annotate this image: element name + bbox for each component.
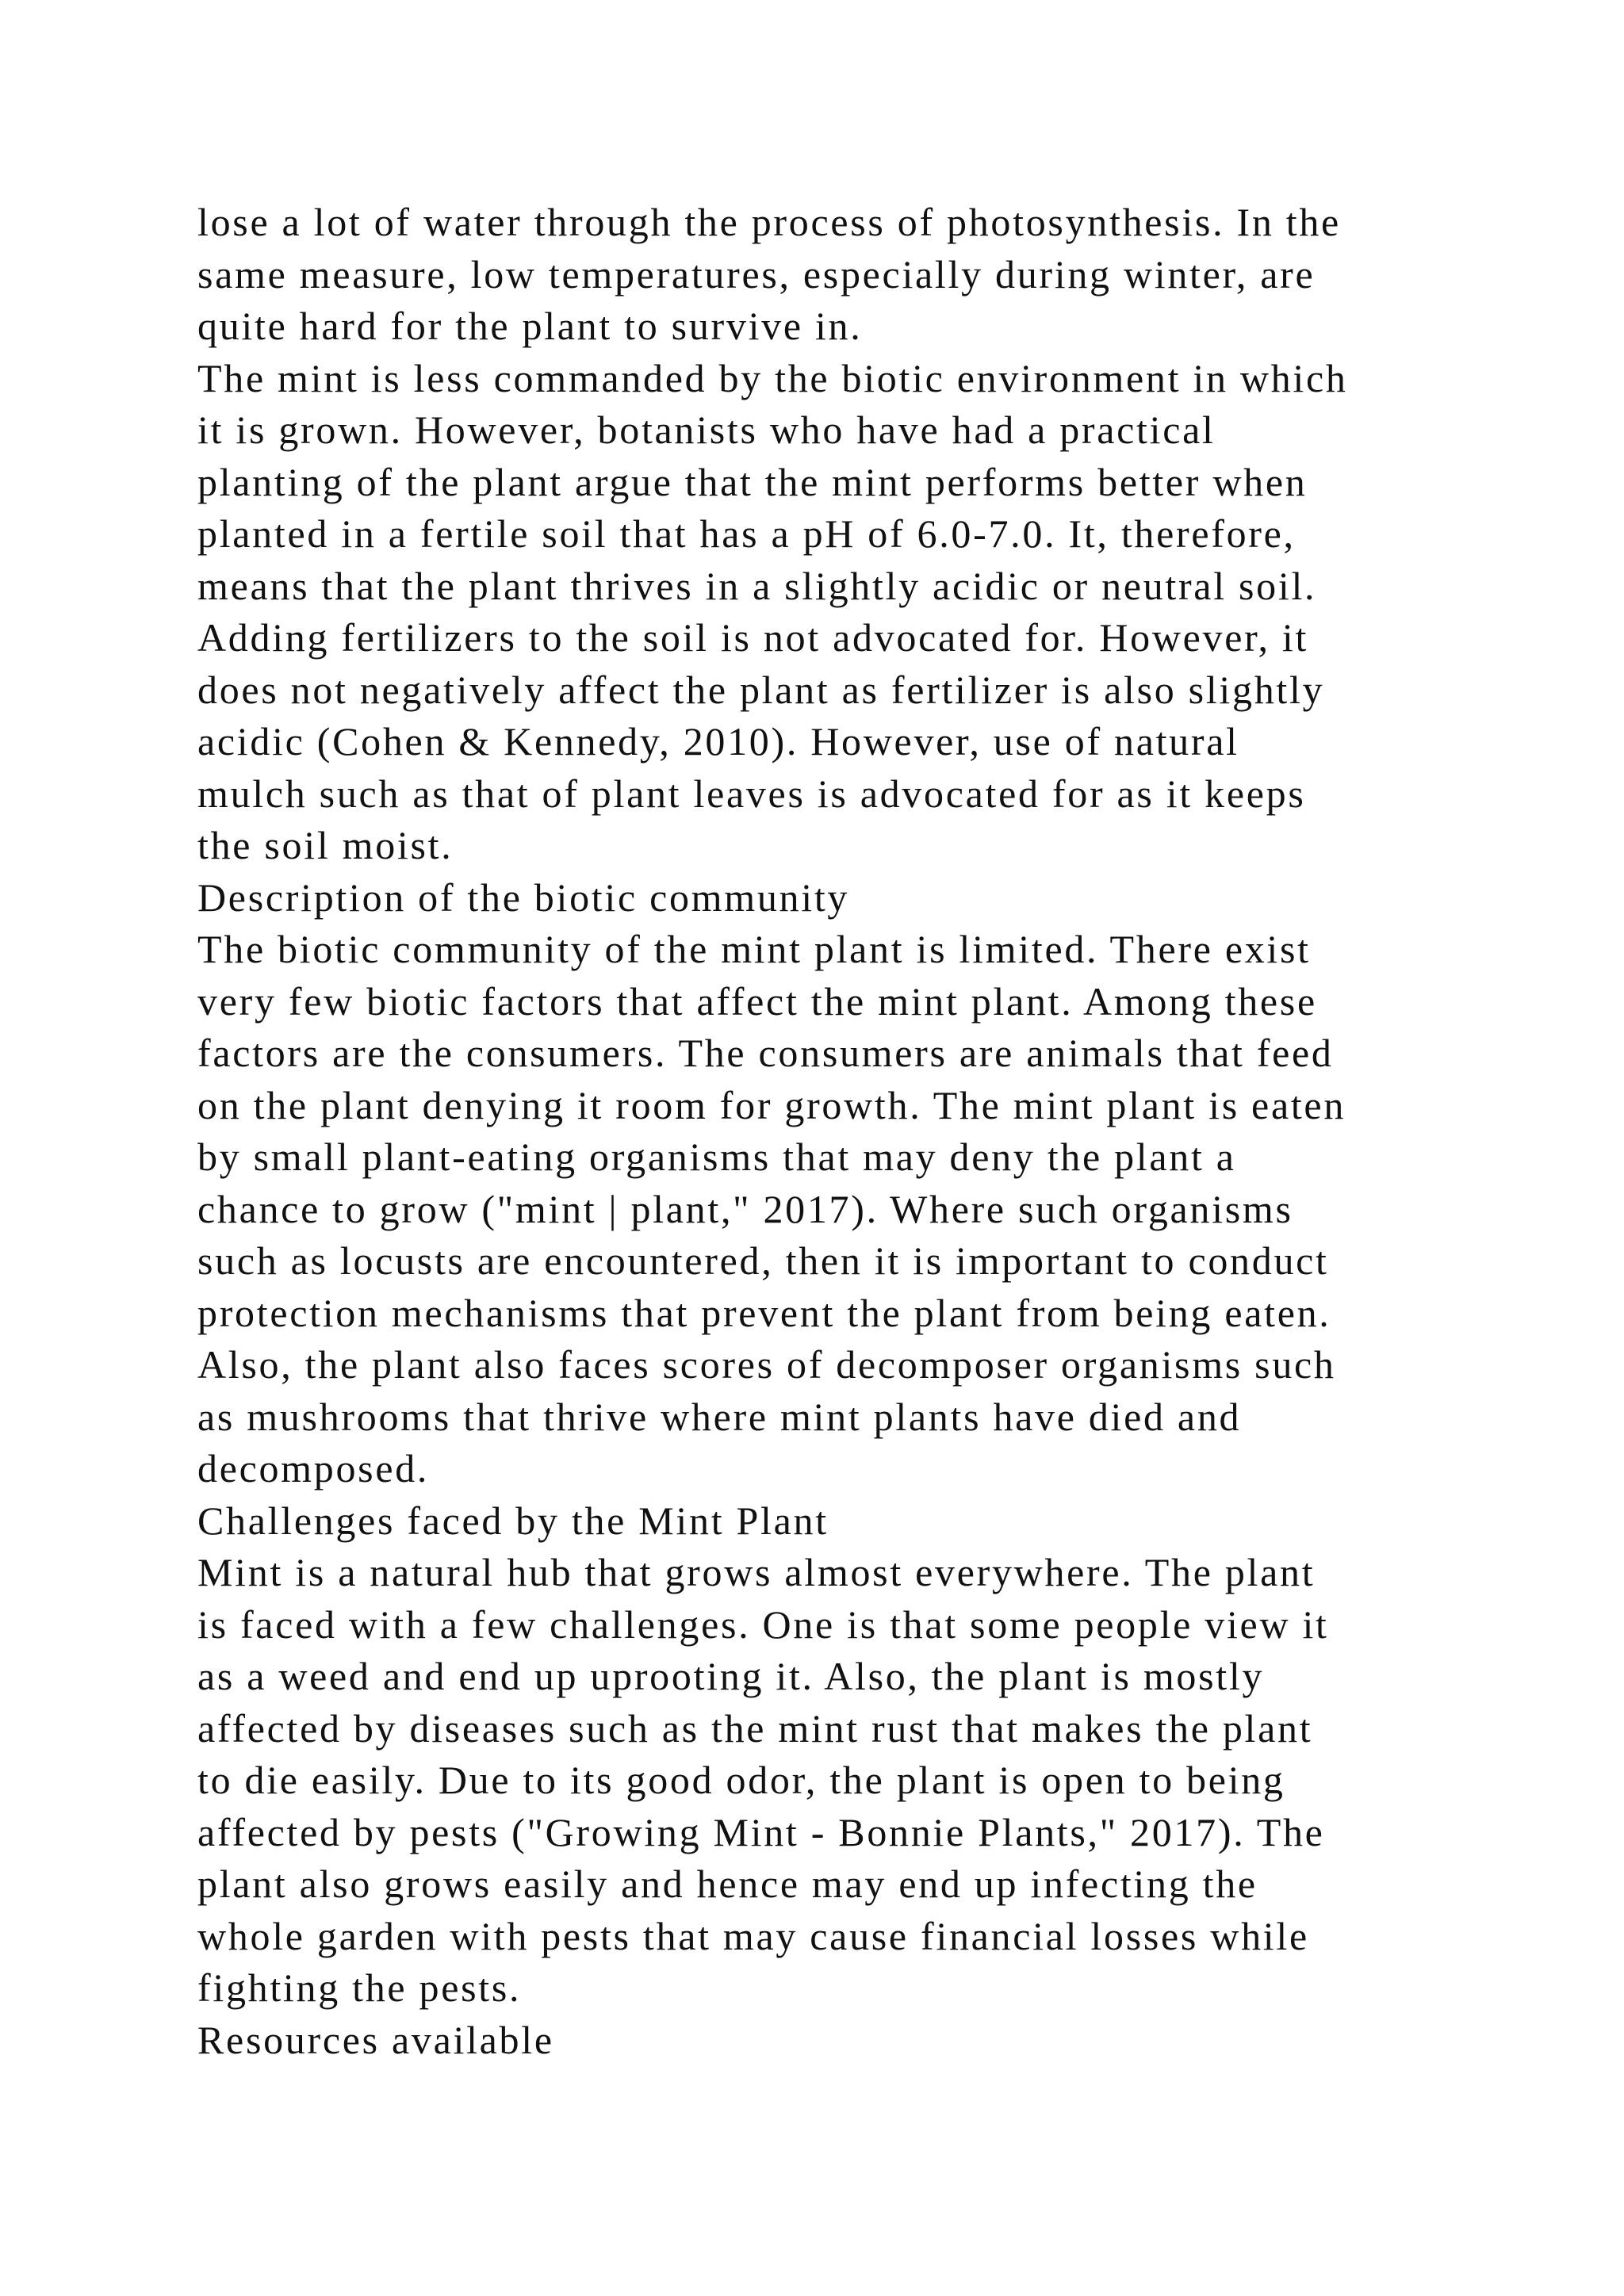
text-line: The mint is less commanded by the biotic environment in which [197, 355, 1348, 400]
text-line: fighting the pests. [197, 1965, 522, 2010]
text-line: chance to grow ("mint | plant," 2017). Where such organisms [197, 1186, 1293, 1231]
text-line: mulch such as that of plant leaves is advocated for as it keeps [197, 771, 1306, 816]
text-line: planting of the plant argue that the mint performs better when [197, 459, 1308, 504]
text-line: as a weed and end up uprooting it. Also, the plant is mostly [197, 1654, 1265, 1698]
text-line: as mushrooms that thrive where mint plants have died and [197, 1394, 1242, 1439]
text-line: The biotic community of the mint plant is limited. There exist [197, 927, 1311, 971]
text-line: such as locusts are encountered, then it is important to conduct [197, 1238, 1329, 1283]
text-line: decomposed. [197, 1446, 430, 1490]
text-line: by small plant-eating organisms that may deny the plant a [197, 1135, 1236, 1179]
text-line: affected by pests ("Growing Mint - Bonnie Plants," 2017). The [197, 1809, 1325, 1854]
text-line: the soil moist. [197, 823, 454, 867]
text-line: protection mechanisms that prevent the plant from being eaten. [197, 1290, 1331, 1335]
text-line: lose a lot of water through the process of photosynthesis. In the [197, 200, 1341, 244]
text-line: planted in a fertile soil that has a pH of 6.0-7.0. It, therefore, [197, 511, 1296, 556]
section-heading: Resources available [197, 2017, 554, 2062]
body-text [197, 197, 1434, 2066]
text-line: does not negatively affect the plant as fertilizer is also slightly [197, 667, 1325, 712]
text-line: Mint is a natural hub that grows almost everywhere. The plant [197, 1550, 1316, 1594]
text-line: to die easily. Due to its good odor, the plant is open to being [197, 1758, 1285, 1802]
text-line: it is grown. However, botanists who have had a practical [197, 408, 1216, 452]
text-line: acidic (Cohen & Kennedy, 2010). However, use of natural [197, 719, 1239, 763]
text-line: Adding fertilizers to the soil is not advocated for. However, it [197, 615, 1309, 660]
section-heading: Description of the biotic community [197, 874, 850, 920]
text-line: factors are the consumers. The consumers are animals that feed [197, 1031, 1334, 1075]
text-line: means that the plant thrives in a slightly acidic or neutral soil. [197, 563, 1317, 608]
text-line: is faced with a few challenges. One is that some people view it [197, 1601, 1329, 1647]
text-line: on the plant denying it room for growth. The mint plant is eaten [197, 1082, 1346, 1127]
text-line: Also, the plant also faces scores of decomposer organisms such [197, 1342, 1336, 1387]
text-line: whole garden with pests that may cause financial losses while [197, 1913, 1309, 1958]
text-line: same measure, low temperatures, especially during winter, are [197, 251, 1316, 297]
text-line: quite hard for the plant to survive in. [197, 304, 863, 348]
text-line: very few biotic factors that affect the mint plant. Among these [197, 978, 1317, 1024]
text-line: affected by diseases such as the mint rust that makes the plant [197, 1705, 1313, 1751]
text-line: plant also grows easily and hence may end up infecting the [197, 1862, 1258, 1906]
section-heading: Challenges faced by the Mint Plant [197, 1498, 829, 1543]
